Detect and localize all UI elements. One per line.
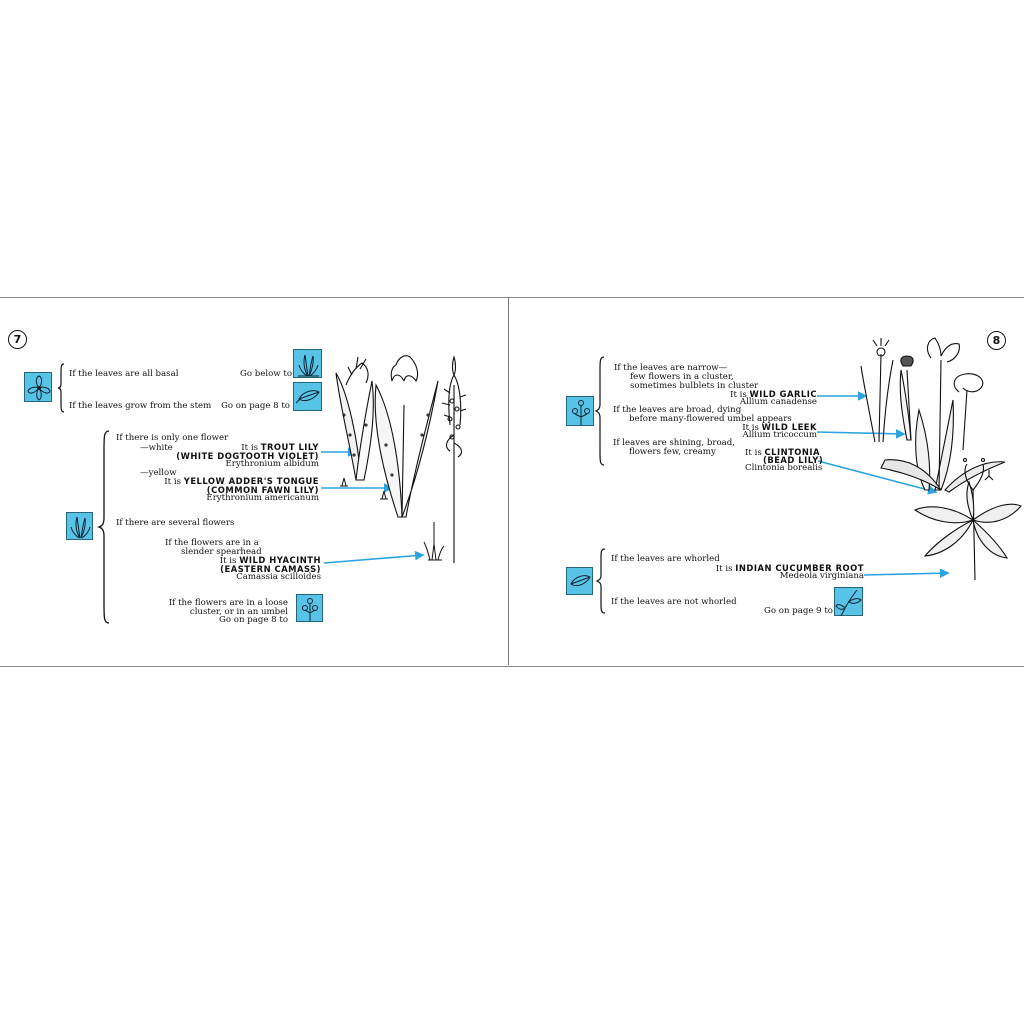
basal-goto: Go below to [240, 369, 292, 379]
spearhead-line2: slender spearhead [181, 547, 262, 557]
brace-stem-group [597, 548, 607, 614]
leafy-stem-icon[interactable] [834, 587, 863, 616]
not-whorled-condition: If the leaves are not whorled [611, 597, 737, 607]
yellow-label: —yellow [140, 468, 177, 478]
wild-hyacinth-line: It is WILD HYACINTH [219, 555, 321, 566]
whorled-condition: If the leaves are whorled [611, 554, 720, 564]
narrow-line3: sometimes bulblets in cluster [630, 381, 759, 391]
narrow-line2: few flowers in a cluster, [630, 372, 734, 382]
several-flowers-condition: If there are several flowers [116, 518, 235, 528]
whorled-leaf-icon [566, 567, 593, 595]
stem-goto: Go on page 8 to [221, 401, 290, 411]
one-flower-condition: If there is only one flower [116, 433, 229, 443]
wild-hyacinth-latin: Camassia scilloides [236, 572, 321, 582]
trout-lily-alt-name: (WHITE DOGTOOTH VIOLET) [176, 451, 319, 461]
brace-umbel-group [596, 356, 606, 466]
stem-condition: If the leaves grow from the stem [69, 401, 212, 411]
allium-clintonia-medeola-illustration [855, 330, 1024, 585]
clintonia-line: It is CLINTONIA [745, 447, 821, 458]
page-number-7: 7 [8, 330, 27, 349]
page-number-8: 8 [987, 331, 1006, 350]
trout-lily-line: It is TROUT LILY [241, 442, 319, 453]
basal-condition: If the leaves are all basal [69, 369, 179, 379]
broad-line1: If the leaves are broad, dying [613, 405, 742, 415]
wild-hyacinth-alt-name: (EASTERN CAMASS) [220, 564, 321, 574]
adders-tongue-alt-name: (COMMON FAWN LILY) [206, 485, 319, 495]
adders-tongue-line: It is YELLOW ADDER'S TONGUE [164, 476, 319, 487]
cucumber-root-latin: Medeola virginiana [779, 571, 864, 581]
cucumber-root-line: It is INDIAN CUCUMBER ROOT [715, 563, 864, 574]
adders-tongue-latin: Erythronium americanum [206, 493, 319, 503]
shining-line1: If leaves are shining, broad, [613, 438, 736, 448]
white-label: —white [140, 443, 173, 453]
broad-line2: before many-flowered umbel appears [629, 414, 792, 424]
loose-cluster-line1: If the flowers are in a loose [168, 598, 288, 608]
loose-cluster-line2: cluster, or in an umbel [189, 607, 288, 617]
wild-garlic-latin: Allium canadense [739, 397, 817, 407]
small-plant-sketches [332, 474, 442, 564]
loose-cluster-goto: Go on page 8 to [219, 615, 288, 625]
spearhead-line1: If the flowers are in a [165, 538, 259, 548]
wild-leek-latin: Allium tricoccum [742, 430, 817, 440]
clintonia-alt-name: (BEAD LILY) [763, 455, 824, 465]
wild-garlic-line: It is WILD GARLIC [730, 389, 817, 400]
clintonia-latin: Clintonia borealis [745, 463, 823, 473]
trout-lily-latin: Erythronium albidum [225, 459, 319, 469]
umbel-cluster-icon [566, 396, 594, 426]
narrow-line1: If the leaves are narrow— [614, 363, 728, 373]
wild-leek-line: It is WILD LEEK [742, 422, 817, 433]
shining-line2: flowers few, creamy [629, 447, 716, 457]
not-whorled-goto: Go on page 9 to [764, 606, 833, 616]
